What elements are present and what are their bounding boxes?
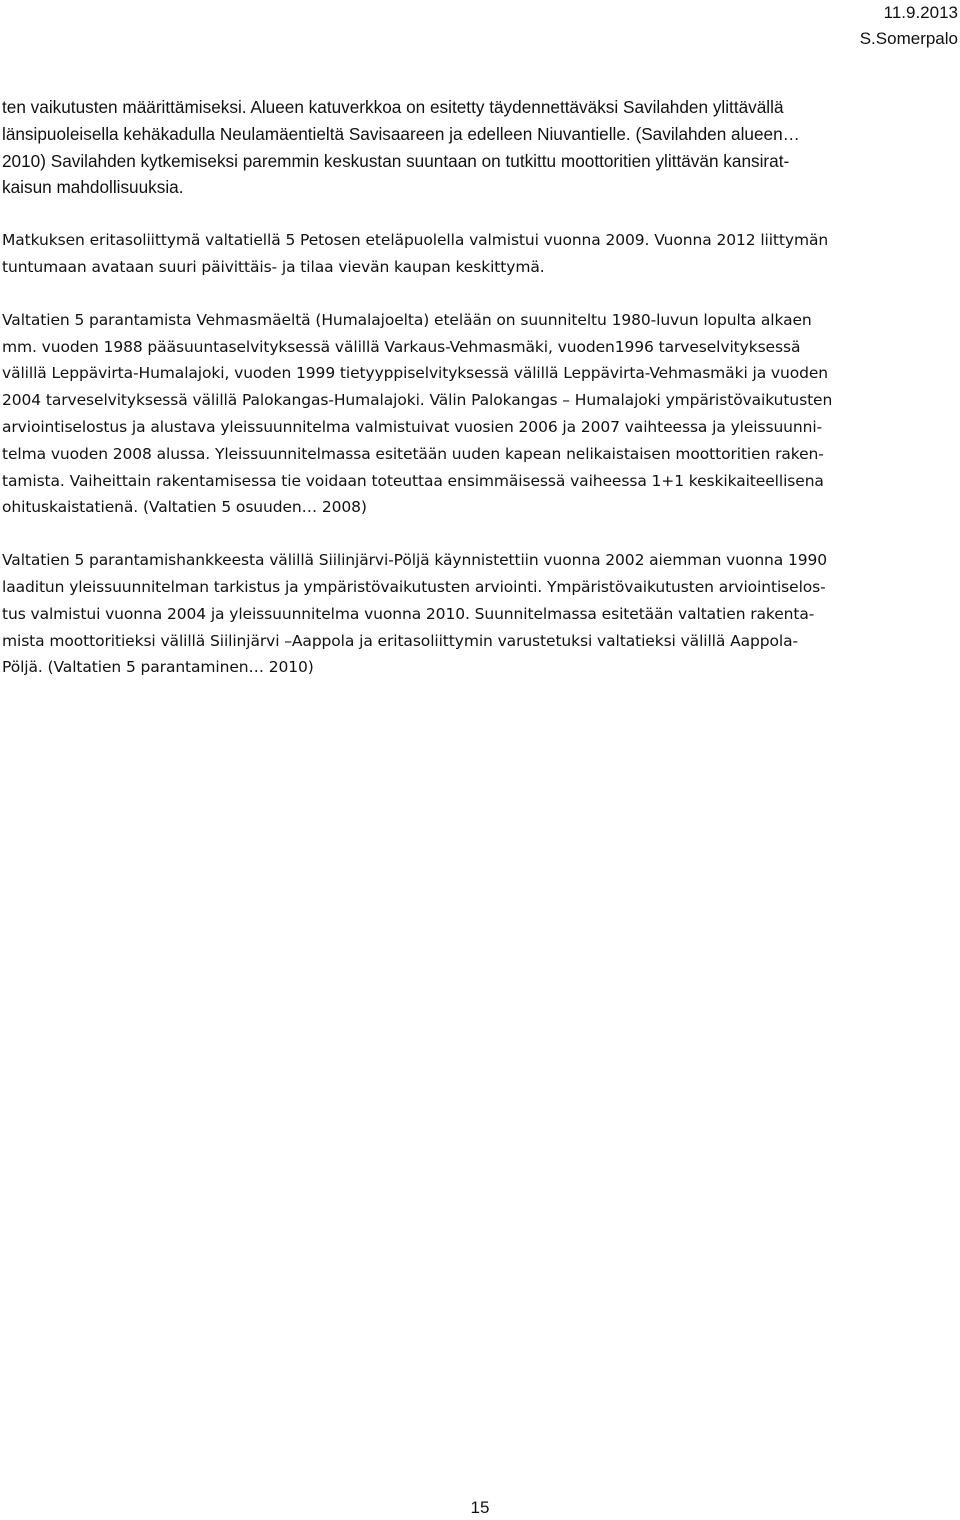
document-body (2, 94, 954, 707)
text-line: laaditun yleissuunnitelman tarkistus ja ympäristövaikutusten arviointi. Ympäristövaikutusten arviointiselos- (2, 577, 826, 596)
text-line: Matkuksen eritasoliittymä valtatiellä 5 Petosen eteläpuolella valmistui vuonna 2009. Vuonna 2012 liittymän (2, 231, 829, 250)
text-line: ohituskaistatienä. (Valtatien 5 osuuden… 2008) (2, 498, 367, 517)
paragraph-siilinjarvi (2, 547, 954, 681)
text-line: mm. vuoden 1988 pääsuuntaselvityksessä välillä Varkaus-Vehmasmäki, vuoden1996 tarveselvityksessä (2, 337, 801, 356)
text-line: länsipuoleisella kehäkadulla Neulamäentieltä Savisaareen ja edelleen Niuvantielle. (Savilahden alueen… (2, 123, 800, 144)
page-footer (0, 1498, 960, 1518)
text-line: tuntumaan avataan suuri päivittäis- ja tilaa vievän kaupan keskittymä. (2, 257, 545, 276)
text-line: tamista. Vaiheittain rakentamisessa tie voidaan toteuttaa ensimmäisessä vaiheessa 1+1 keskikaiteellisena (2, 471, 824, 490)
header-date: 11.9.2013 (883, 3, 958, 22)
text-line: 2010) Savilahden kytkemiseksi paremmin keskustan suuntaan on tutkittu moottoritien ylittävän kansirat- (2, 150, 790, 171)
text-line: mista moottoritieksi välillä Siilinjärvi –Aappola ja eritasoliittymin varustetuksi valtatieksi välillä Aappola- (2, 631, 798, 650)
text-line: Pöljä. (Valtatien 5 parantaminen… 2010) (2, 658, 314, 677)
text-line: telma vuoden 2008 alussa. Yleissuunnitelmassa esitetään uuden kapean nelikaistaisen moottoritien raken- (2, 444, 824, 463)
text-line: ten vaikutusten määrittämiseksi. Alueen katuverkkoa on esitetty täydennettäväksi Savilahden ylittävällä (2, 97, 784, 117)
text-line: tus valmistui vuonna 2004 ja yleissuunnitelma vuonna 2010. Suunnitelmassa esitetään valtatien rakenta- (2, 604, 815, 623)
text-line: kaisun mahdollisuuksia. (2, 177, 184, 198)
paragraph-vehmasmaki (2, 307, 954, 521)
text-line: välillä Leppävirta-Humalajoki, vuoden 1999 tietyyppiselvityksessä välillä Leppävirta-Vehmasmäki ja vuoden (2, 364, 829, 383)
paragraph-savilahti (2, 94, 954, 201)
page-header (860, 0, 958, 52)
page-number: 15 (470, 1498, 490, 1517)
text-line: 2004 tarveselvityksessä välillä Palokangas-Humalajoki. Välin Palokangas – Humalajoki ympäristövaikutusten (2, 391, 833, 410)
header-author: S.Somerpalo (859, 29, 958, 48)
text-line: Valtatien 5 parantamista Vehmasmäeltä (Humalajoelta) etelään on suunniteltu 1980-luvun lopulta alkaen (2, 310, 812, 329)
text-line: arviointiselostus ja alustava yleissuunnitelma valmistuivat vuosien 2006 ja 2007 vaihteessa ja yleissuunni- (2, 417, 823, 436)
paragraph-matkus (2, 227, 954, 281)
text-line: Valtatien 5 parantamishankkeesta välillä Siilinjärvi-Pöljä käynnistettiin vuonna 2002 aiemman vuonna 1990 (2, 551, 828, 570)
